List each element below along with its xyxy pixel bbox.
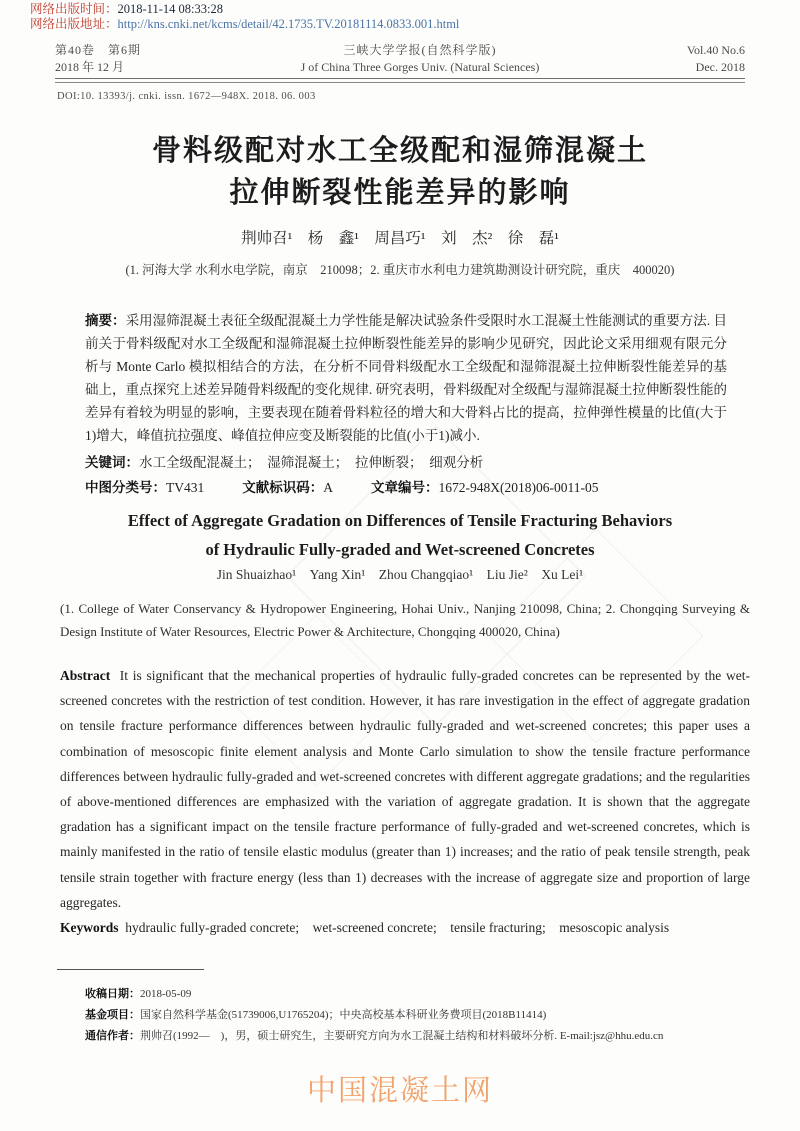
received-date-line [85, 984, 735, 1005]
abstract-text-cn: 采用湿筛混凝土表征全级配混凝土力学性能是解决试验条件受限时水工混凝土性能测试的重要方法. 目前关于骨料级配对水工全级配和湿筛混凝土拉伸断裂性能差异的影响少见研究，因此论文采用细观有限元分析与 Monte Carlo 模拟相结合的方法，在分析不同骨料级配水工全级配和湿筛混凝土拉伸断裂性能差异的基础上，重点探究上述差异随骨料级配的变化规律. 研究表明，骨料级配对全级配与湿筛混凝土拉伸断裂性能的差异有着较为明显的影响，主要表现在随着骨料粒径的增大和大骨料占比的提高，拉伸弹性模量的比值(大于1)增大，峰值抗拉强度、峰值拉伸应变及断裂能的比值(小于1)减小. [85, 312, 728, 443]
header-divider [55, 78, 745, 83]
keywords-label-cn: 关键词： [85, 455, 139, 470]
publish-time-value: 2018-11-14 08:33:28 [117, 2, 223, 16]
site-watermark: 中国混凝土网 [306, 1075, 493, 1107]
abstract-en [60, 663, 750, 915]
corresponding-value: 荆帅召(1992— )，男，硕士研究生，主要研究方向为水工混凝土结构和材料破坏分析. E-mail:jsz@hhu.edu.cn [140, 1030, 664, 1042]
keywords-cn-line [85, 451, 727, 471]
affiliation-en: (1. College of Water Conservancy & Hydropower Engineering, Hohai Univ., Nanjing 210098, China; 2. Chongqing Surveying & Design Institute of Water Resources, Electric Power & Architecture, Chongqing 400020, China) [60, 601, 750, 639]
keywords-en: hydraulic fully-graded concrete; wet-screened concrete; tensile fracturing; mesoscopic analysis [125, 920, 670, 936]
journal-name-en: J of China Three Gorges Univ. (Natural Sciences) [300, 60, 540, 74]
title-en-line2: of Hydraulic Fully-graded and Wet-screened Concretes [205, 540, 595, 559]
abstract-cn [85, 309, 727, 447]
corresponding-label: 通信作者： [85, 1030, 140, 1042]
title-cn-line1: 骨料级配对水工全级配和湿筛混凝土 [151, 135, 648, 167]
journal-header [55, 42, 745, 76]
title-en-line1: Effect of Aggregate Gradation on Differences of Tensile Fracturing Behaviors [127, 511, 673, 530]
keywords-en-line [60, 915, 750, 940]
footnotes [85, 984, 735, 1047]
clc-number [85, 476, 204, 496]
abstract-en-block [60, 663, 750, 940]
volume-issue-cn: 第40卷 第6期 [55, 43, 142, 57]
received-label: 收稿日期： [85, 988, 140, 1000]
fund-line [85, 1005, 735, 1026]
article-id-value: 1672-948X(2018)06-0011-05 [438, 480, 599, 495]
classification-line [85, 476, 727, 496]
doc-code [242, 476, 333, 496]
publish-url-label: 网络出版地址： [30, 16, 118, 31]
received-value: 2018-05-09 [140, 988, 192, 1000]
abstract-label-cn: 摘要： [85, 312, 126, 328]
title-cn-line2: 拉伸断裂性能差异的影响 [229, 177, 571, 209]
footnote-divider [57, 969, 204, 970]
article-title-cn [0, 130, 800, 214]
publish-url-line [30, 17, 459, 32]
date-en: Dec. 2018 [695, 60, 745, 74]
article-id-label: 文章编号： [371, 480, 439, 495]
cnki-meta [30, 2, 459, 31]
header-vol-en [635, 42, 745, 76]
clc-value: TV431 [166, 480, 205, 495]
publish-time-label: 网络出版时间： [30, 2, 118, 16]
doc-code-label: 文献标识码： [242, 480, 324, 495]
header-volume-issue [55, 42, 205, 76]
corresponding-author-line [85, 1026, 735, 1047]
abstract-label-en: Abstract [60, 668, 111, 683]
clc-label: 中图分类号： [85, 480, 166, 495]
abstract-text-en: It is significant that the mechanical properties of hydraulic fully-graded concretes can be represented by the wet-screened concretes with the restriction of test condition. However, it has rare investigation in the effect of aggregate gradation on tensile fracture performance differences between hydraulic fully-graded and wet-screened concretes; this paper uses a combination of mesoscopic finite element analysis and Monte Carlo simulation to show the tensile fracture performance differences between hydraulic fully-graded and wet-screened concretes with different aggregate gradations; and the regularities of above-mentioned differences are emphasized with the variation of aggregate gradation. It is shown that the aggregate gradation has a significant impact on the tensile fracture performance of fully-graded and wet-screened concretes, which is mainly manifested in the ratio of tensile elastic modulus (greater than 1) increases; and the ratio of peak tensile strength, peak tensile strain together with fracture energy (less than 1) decreases with the increase of aggregate size and proportion of large aggregates. [60, 668, 750, 910]
keywords-label-en: Keywords [60, 920, 119, 936]
authors-cn: 荆帅召¹ 杨 鑫¹ 周昌巧¹ 刘 杰² 徐 磊¹ [241, 230, 559, 247]
doi-line: DOI:10. 13393/j. cnki. issn. 1672—948X. 2018. 06. 003 [57, 91, 316, 102]
keywords-cn: 水工全级配混凝土； 湿筛混凝土； 拉伸断裂； 细观分析 [139, 455, 484, 470]
date-cn: 2018 年 12 月 [55, 60, 125, 74]
authors-en: Jin Shuaizhao¹ Yang Xin¹ Zhou Changqiao¹ Liu Jie² Xu Lei¹ [216, 567, 584, 582]
article-id [371, 476, 598, 496]
publish-time-line [30, 2, 459, 17]
vol-en: Vol.40 No.6 [686, 43, 745, 57]
journal-name-cn: 三峡大学学报(自然科学版) [343, 43, 497, 57]
article-title-en [0, 506, 800, 564]
fund-value: 国家自然科学基金(51739006,U1765204)；中央高校基本科研业务费项目(2018B11414) [140, 1009, 547, 1021]
publish-url-link[interactable]: http://kns.cnki.net/kcms/detail/42.1735.TV.20181114.0833.001.html [117, 16, 460, 31]
fund-label: 基金项目： [85, 1009, 140, 1021]
header-journal-name [205, 42, 635, 76]
affiliation-cn: (1. 河海大学 水利水电学院，南京 210098；2. 重庆市水利电力建筑勘测设计研究院，重庆 400020) [125, 263, 675, 277]
doc-code-value: A [323, 480, 333, 495]
